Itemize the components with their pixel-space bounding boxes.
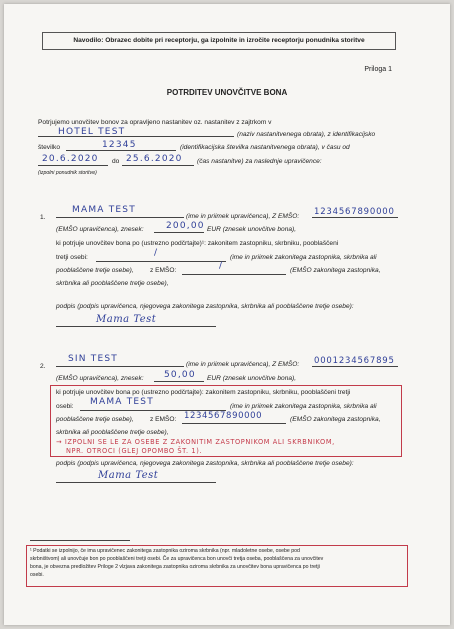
entry1-signature: Mama Test xyxy=(96,314,157,325)
entry2-name-label: (ime in priimek upravičenca), Z EMŠO: xyxy=(186,361,300,368)
entry1-line4-a: tretji osebi: xyxy=(56,254,88,261)
entry1-rep-name-dash: / xyxy=(154,248,159,258)
entry1-name-handwritten: MAMA TEST xyxy=(72,205,136,215)
entry1-signature-line xyxy=(56,326,216,327)
entry1-line5-b: z EMŠO: xyxy=(150,267,177,274)
entry1-line4-b: (ime in priimek zakonitega zastopnika, skrbnika ali xyxy=(230,254,377,261)
intro-do: do xyxy=(112,158,120,165)
annex-label: Priloga 1 xyxy=(364,66,392,73)
date-from-handwritten: 20.6.2020 xyxy=(42,154,99,164)
entry2-line4-b: (ime in priimek zakonitega zastopnika, skrbnika ali xyxy=(230,403,377,410)
intro-line-2-label: (naziv nastanitvenega obrata), z identifikacijsko xyxy=(237,131,376,138)
entry1-amount-handwritten: 200,00 xyxy=(166,221,205,231)
intro-line-1: Potrjujemo unovčitev bonov za opravljeno nastanitev oz. nastanitev z zajtrkom v xyxy=(38,119,272,126)
date-to-line xyxy=(122,165,194,166)
entry2-rep-emso-line xyxy=(182,423,286,424)
entry2-signature-label: podpis (podpis upravičenca, njegovega zakonitega zastopnika, skrbnika ali pooblaščene tretje osebe): xyxy=(56,460,354,467)
entry2-amount-handwritten: 50,00 xyxy=(164,370,196,380)
entry2-emso-line xyxy=(312,366,398,367)
entry2-line3: ki potrjuje unovčitev bona po (ustrezno podčrtajte): zakonitem zastopniku, skrbniku, pooblaščeni tretji xyxy=(56,389,351,396)
entry2-line2-b: EUR (znesek unovčitve bona), xyxy=(207,375,297,382)
intro-time-label: (čas nastanitve) za naslednje upravičence: xyxy=(197,158,322,165)
entry2-signature-line xyxy=(56,482,216,483)
entry1-number: 1. xyxy=(40,214,46,221)
entry2-number: 2. xyxy=(40,363,46,370)
entry1-line2-a: (EMŠO upravičenca), znesek: xyxy=(56,226,144,233)
entry2-name-line xyxy=(56,366,184,367)
instruction-box: Navodilo: Obrazec dobite pri receptorju, ga izpolnite in izročite receptorju ponudnika storitve xyxy=(42,32,396,50)
obrat-id-line xyxy=(66,150,176,151)
hotel-name-handwritten: HOTEL TEST xyxy=(58,127,126,137)
entry2-emso-handwritten: 0001234567895 xyxy=(314,356,395,366)
entry1-amount-line xyxy=(154,232,204,233)
date-from-line xyxy=(38,165,108,166)
footnote-rule xyxy=(30,540,130,541)
entry1-emso-line xyxy=(312,217,398,218)
intro-id-prefix: številko xyxy=(38,144,60,151)
footnote-line-3: bona, je obvezna predložitev Priloge 2 vlzjava zakonitega zastopnika oziroma skrbnika za unovčitev bona upravičenca po tretji xyxy=(30,564,320,570)
entry1-name-line xyxy=(56,217,184,218)
intro-id-label: (identifikacijska številka nastanitvenega obrata), v času od xyxy=(180,144,350,151)
footnote-line-1: ¹ Podatki se izpolnijo, če ima upravičenec zakonitega zastopnika oziroma skrbnika (npr. mladoletne osebe, osebe pod xyxy=(30,548,300,554)
entry2-line5-b: z EMŠO: xyxy=(150,416,177,423)
entry1-line3: ki potrjuje unovčitev bona po (ustrezno podčrtajte)¹: zakonitem zastopniku, skrbniku, pooblaščeni xyxy=(56,240,339,247)
footnote-line-4: osebi. xyxy=(30,572,44,578)
entry2-red-note-1: → IZPOLNI SE LE ZA OSEBE Z ZAKONITIM ZASTOPNIKOM ALI SKRBNIKOM, xyxy=(56,438,335,446)
entry2-line5-c: (EMŠO zakonitega zastopnika, xyxy=(290,416,381,423)
entry2-signature: Mama Test xyxy=(98,470,159,481)
entry1-rep-emso-line xyxy=(182,274,286,275)
entry2-line2-a: (EMŠO upravičenca), znesek: xyxy=(56,375,144,382)
entry1-line2-b: EUR (znesek unovčitve bona), xyxy=(207,226,297,233)
entry2-line5-a: pooblaščene tretje osebe), xyxy=(56,416,134,423)
entry1-name-label: (ime in priimek upravičenca), Z EMŠO: xyxy=(186,213,300,220)
entry1-rep-name-line xyxy=(96,261,226,262)
entry1-line6: skrbnika ali pooblaščene tretje osebe), xyxy=(56,280,169,287)
entry2-amount-line xyxy=(154,381,204,382)
entry1-emso-handwritten: 1234567890000 xyxy=(314,207,395,217)
entry2-name-handwritten: SIN TEST xyxy=(68,354,118,364)
hotel-name-line xyxy=(38,136,234,137)
entry1-line5-c: (EMŠO zakonitega zastopnika, xyxy=(290,267,381,274)
entry2-line6: skrbnika ali pooblaščene tretje osebe), xyxy=(56,429,169,436)
document-page xyxy=(4,4,450,625)
obrat-id-handwritten: 12345 xyxy=(102,140,137,150)
entry1-signature-label: podpis (podpis upravičenca, njegovega zakonitega zastopnika, skrbnika ali pooblaščene tretje osebe): xyxy=(56,303,354,310)
entry2-red-note-2: NPR. OTROCI (GLEJ OPOMBO ŠT. 1). xyxy=(66,447,203,455)
entry2-rep-name-handwritten: MAMA TEST xyxy=(90,397,154,407)
footnote-line-2: skrbništvom) ali unovčuje bon po pooblaščeni tretji osebi. Če za upravičenca bon unovči tretja oseba, pooblaščena za unovčitev xyxy=(30,556,324,562)
entry2-line4-a: osebi: xyxy=(56,403,74,410)
entry1-line5-a: pooblaščene tretje osebe), xyxy=(56,267,134,274)
date-to-handwritten: 25.6.2020 xyxy=(126,154,183,164)
document-title: POTRDITEV UNOVČITVE BONA xyxy=(166,88,288,97)
entry2-rep-emso-handwritten: 1234567890000 xyxy=(184,411,263,421)
entry1-rep-emso-dash: / xyxy=(219,261,224,271)
intro-fill-note: (izpolni ponudnik storitve) xyxy=(38,170,97,176)
